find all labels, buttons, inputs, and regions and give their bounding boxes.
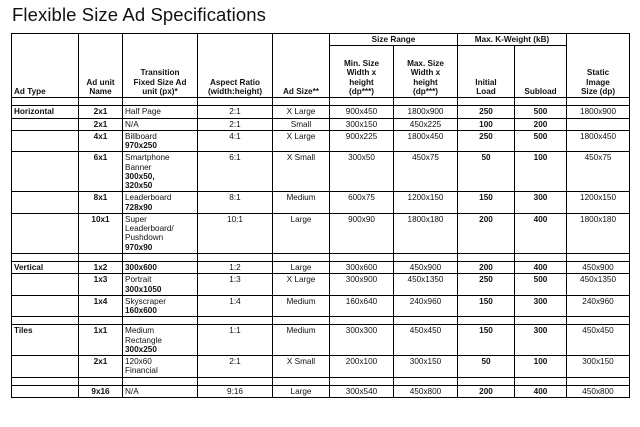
static-size-cell: 450x75 — [567, 152, 630, 192]
aspect-ratio-cell: 1:2 — [198, 261, 273, 273]
group-spacer-row — [12, 377, 630, 385]
transition-cell — [123, 261, 198, 273]
ad-size-cell: Large — [273, 261, 330, 273]
table-row — [12, 274, 630, 296]
initial-load-cell: 250 — [458, 274, 515, 296]
min-size-cell: 900x90 — [330, 213, 394, 253]
static-size-cell: 450x450 — [567, 325, 630, 356]
spacer-cell — [273, 253, 330, 261]
subload-cell: 100 — [515, 356, 567, 378]
header-ad-type: Ad Type — [12, 34, 79, 98]
spacer-cell — [198, 98, 273, 106]
subload-cell: 200 — [515, 118, 567, 130]
max-size-cell: 300x150 — [394, 356, 458, 378]
transition-cell — [123, 356, 198, 378]
initial-load-cell: 150 — [458, 295, 515, 317]
spacer-cell — [273, 98, 330, 106]
aspect-ratio-cell: 1:4 — [198, 295, 273, 317]
spacer-cell — [394, 253, 458, 261]
min-size-cell: 900x450 — [330, 106, 394, 118]
spacer-cell — [79, 253, 123, 261]
transition-cell — [123, 118, 198, 130]
subload-cell: 500 — [515, 106, 567, 118]
table-row — [12, 385, 630, 397]
subload-cell: 500 — [515, 130, 567, 152]
initial-load-cell: 200 — [458, 213, 515, 253]
initial-load-cell: 100 — [458, 118, 515, 130]
spacer-cell — [515, 317, 567, 325]
initial-load-cell: 150 — [458, 192, 515, 214]
group-spacer-row — [12, 253, 630, 261]
subload-cell: 400 — [515, 213, 567, 253]
group-spacer-row — [12, 317, 630, 325]
spacer-cell — [12, 98, 79, 106]
group-spacer-row — [12, 98, 630, 106]
initial-load-cell: 150 — [458, 325, 515, 356]
table-row — [12, 261, 630, 273]
subload-cell: 500 — [515, 274, 567, 296]
unit-name-cell: 1x2 — [79, 261, 123, 273]
unit-name-cell: 1x1 — [79, 325, 123, 356]
max-size-cell: 1200x150 — [394, 192, 458, 214]
header-ad-size: Ad Size** — [273, 34, 330, 98]
subload-cell: 300 — [515, 325, 567, 356]
unit-name-cell: 2x1 — [79, 106, 123, 118]
transition-label: Financial — [125, 366, 158, 376]
table-row — [12, 152, 630, 192]
table-row — [12, 130, 630, 152]
transition-size: 970x90 — [125, 242, 153, 252]
ad-type-cell: Tiles — [12, 325, 79, 356]
min-size-cell: 300x600 — [330, 261, 394, 273]
table-row — [12, 118, 630, 130]
ad-size-cell: Small — [273, 118, 330, 130]
spacer-cell — [567, 98, 630, 106]
spacer-cell — [198, 317, 273, 325]
subload-cell: 300 — [515, 192, 567, 214]
ad-type-cell: Vertical — [12, 261, 79, 273]
max-size-cell: 450x900 — [394, 261, 458, 273]
transition-label: Billboard — [125, 131, 157, 141]
spacer-cell — [515, 253, 567, 261]
transition-label: Portrait — [125, 275, 152, 285]
transition-label: Medium — [125, 326, 155, 336]
ad-type-cell — [12, 152, 79, 192]
max-size-cell: 1800x450 — [394, 130, 458, 152]
transition-label: N/A — [125, 386, 139, 396]
min-size-cell: 600x75 — [330, 192, 394, 214]
ad-size-cell: Medium — [273, 192, 330, 214]
max-size-cell: 450x450 — [394, 325, 458, 356]
spacer-cell — [330, 98, 394, 106]
transition-label: 120x60 — [125, 357, 152, 367]
ad-size-cell: X Small — [273, 152, 330, 192]
initial-load-cell: 50 — [458, 152, 515, 192]
subload-cell: 100 — [515, 152, 567, 192]
aspect-ratio-cell: 2:1 — [198, 118, 273, 130]
unit-name-cell: 2x1 — [79, 356, 123, 378]
max-size-cell: 1800x900 — [394, 106, 458, 118]
aspect-ratio-cell: 6:1 — [198, 152, 273, 192]
table-header — [12, 34, 630, 98]
transition-cell — [123, 213, 198, 253]
transition-cell — [123, 152, 198, 192]
header-size-range: Size Range — [330, 34, 458, 46]
aspect-ratio-cell: 2:1 — [198, 106, 273, 118]
spacer-cell — [79, 377, 123, 385]
static-size-cell: 240x960 — [567, 295, 630, 317]
max-size-cell: 450x800 — [394, 385, 458, 397]
spacer-cell — [273, 377, 330, 385]
spacer-cell — [198, 377, 273, 385]
transition-label: Pushdown — [125, 233, 164, 243]
spacer-cell — [330, 377, 394, 385]
static-size-cell: 450x900 — [567, 261, 630, 273]
max-size-cell: 240x960 — [394, 295, 458, 317]
spacer-cell — [394, 377, 458, 385]
unit-name-cell: 10x1 — [79, 213, 123, 253]
table-row — [12, 213, 630, 253]
table-row — [12, 295, 630, 317]
static-size-cell: 1800x180 — [567, 213, 630, 253]
static-size-cell: 450x800 — [567, 385, 630, 397]
spacer-cell — [123, 98, 198, 106]
transition-label: Skyscraper — [125, 296, 166, 306]
transition-label: Half Page — [125, 107, 161, 117]
transition-label: Rectangle — [125, 335, 162, 345]
table-body — [12, 98, 630, 398]
initial-load-cell: 200 — [458, 261, 515, 273]
ad-type-cell — [12, 118, 79, 130]
spacer-cell — [123, 377, 198, 385]
max-size-cell: 450x225 — [394, 118, 458, 130]
ad-type-cell — [12, 385, 79, 397]
max-size-cell: 450x1350 — [394, 274, 458, 296]
static-size-cell: 450x1350 — [567, 274, 630, 296]
ad-size-cell: Medium — [273, 295, 330, 317]
spacer-cell — [567, 317, 630, 325]
aspect-ratio-cell: 10:1 — [198, 213, 273, 253]
aspect-ratio-cell: 4:1 — [198, 130, 273, 152]
ad-spec-table — [11, 33, 630, 398]
min-size-cell: 300x540 — [330, 385, 394, 397]
subload-cell: 300 — [515, 295, 567, 317]
unit-name-cell: 2x1 — [79, 118, 123, 130]
spacer-cell — [123, 317, 198, 325]
spacer-cell — [123, 253, 198, 261]
header-transition: Transition Fixed Size Ad unit (px)* — [123, 34, 198, 98]
initial-load-cell: 50 — [458, 356, 515, 378]
static-size-cell — [567, 118, 630, 130]
aspect-ratio-cell: 2:1 — [198, 356, 273, 378]
static-size-cell: 1800x450 — [567, 130, 630, 152]
ad-size-cell: X Small — [273, 356, 330, 378]
transition-cell — [123, 106, 198, 118]
transition-label: N/A — [125, 119, 139, 129]
max-size-cell: 450x75 — [394, 152, 458, 192]
spacer-cell — [567, 253, 630, 261]
min-size-cell: 200x100 — [330, 356, 394, 378]
header-subload: Subload — [515, 46, 567, 98]
ad-type-cell — [12, 356, 79, 378]
ad-size-cell: Medium — [273, 325, 330, 356]
ad-type-cell — [12, 295, 79, 317]
ad-type-cell — [12, 213, 79, 253]
spacer-cell — [394, 317, 458, 325]
ad-size-cell: X Large — [273, 274, 330, 296]
spacer-cell — [12, 377, 79, 385]
ad-type-cell — [12, 130, 79, 152]
unit-name-cell: 1x4 — [79, 295, 123, 317]
spacer-cell — [12, 253, 79, 261]
unit-name-cell: 1x3 — [79, 274, 123, 296]
spacer-cell — [79, 98, 123, 106]
transition-label: Leaderboard/ — [125, 224, 174, 234]
transition-label: Banner — [125, 162, 152, 172]
transition-cell — [123, 192, 198, 214]
transition-cell — [123, 295, 198, 317]
header-static-image: Static Image Size (dp) — [567, 34, 630, 98]
table-row — [12, 106, 630, 118]
spacer-cell — [458, 317, 515, 325]
header-aspect-ratio: Aspect Ratio (width:height) — [198, 34, 273, 98]
spacer-cell — [79, 317, 123, 325]
spacer-cell — [330, 253, 394, 261]
transition-label: Leaderboard — [125, 193, 172, 203]
unit-name-cell: 6x1 — [79, 152, 123, 192]
ad-size-cell: Large — [273, 385, 330, 397]
subload-cell: 400 — [515, 261, 567, 273]
initial-load-cell: 200 — [458, 385, 515, 397]
transition-size: 300x1050 — [125, 284, 162, 294]
spacer-cell — [458, 253, 515, 261]
table-row — [12, 192, 630, 214]
transition-size: 970x250 — [125, 141, 157, 151]
spacer-cell — [567, 377, 630, 385]
ad-size-cell: X Large — [273, 106, 330, 118]
aspect-ratio-cell: 1:1 — [198, 325, 273, 356]
aspect-ratio-cell: 1:3 — [198, 274, 273, 296]
unit-name-cell: 9x16 — [79, 385, 123, 397]
spacer-cell — [458, 98, 515, 106]
spacer-cell — [330, 317, 394, 325]
transition-size: 320x50 — [125, 181, 153, 191]
ad-type-cell — [12, 274, 79, 296]
static-size-cell: 300x150 — [567, 356, 630, 378]
transition-label: Smartphone — [125, 153, 170, 163]
transition-size: 160x600 — [125, 306, 157, 316]
unit-name-cell: 8x1 — [79, 192, 123, 214]
spacer-cell — [458, 377, 515, 385]
transition-label: Super — [125, 214, 147, 224]
header-unit-name: Ad unit Name — [79, 34, 123, 98]
max-size-cell: 1800x180 — [394, 213, 458, 253]
min-size-cell: 300x150 — [330, 118, 394, 130]
aspect-ratio-cell: 8:1 — [198, 192, 273, 214]
min-size-cell: 300x300 — [330, 325, 394, 356]
min-size-cell: 300x900 — [330, 274, 394, 296]
transition-cell — [123, 325, 198, 356]
spacer-cell — [394, 98, 458, 106]
aspect-ratio-cell: 9:16 — [198, 385, 273, 397]
table-row — [12, 325, 630, 356]
ad-size-cell: Large — [273, 213, 330, 253]
min-size-cell: 160x640 — [330, 295, 394, 317]
spacer-cell — [273, 317, 330, 325]
table-row — [12, 356, 630, 378]
static-size-cell: 1800x900 — [567, 106, 630, 118]
transition-cell — [123, 385, 198, 397]
unit-name-cell: 4x1 — [79, 130, 123, 152]
initial-load-cell: 250 — [458, 130, 515, 152]
spacer-cell — [12, 317, 79, 325]
ad-size-cell: X Large — [273, 130, 330, 152]
subload-cell: 400 — [515, 385, 567, 397]
ad-type-cell — [12, 192, 79, 214]
spacer-cell — [515, 98, 567, 106]
initial-load-cell: 250 — [458, 106, 515, 118]
spacer-cell — [515, 377, 567, 385]
header-min-size: Min. Size Width x height (dp***) — [330, 46, 394, 98]
min-size-cell: 300x50 — [330, 152, 394, 192]
ad-type-cell: Horizontal — [12, 106, 79, 118]
transition-size: 300x250 — [125, 344, 157, 354]
transition-size: 728x90 — [125, 202, 153, 212]
header-max-size: Max. Size Width x height (dp***) — [394, 46, 458, 98]
spacer-cell — [198, 253, 273, 261]
header-initial-load: Initial Load — [458, 46, 515, 98]
transition-size: 300x50, — [125, 171, 155, 181]
min-size-cell: 900x225 — [330, 130, 394, 152]
static-size-cell: 1200x150 — [567, 192, 630, 214]
transition-cell — [123, 130, 198, 152]
page-title: Flexible Size Ad Specifications — [12, 4, 267, 25]
header-kweight: Max. K-Weight (kB) — [458, 34, 567, 46]
transition-cell — [123, 274, 198, 296]
transition-size: 300x600 — [125, 262, 157, 272]
